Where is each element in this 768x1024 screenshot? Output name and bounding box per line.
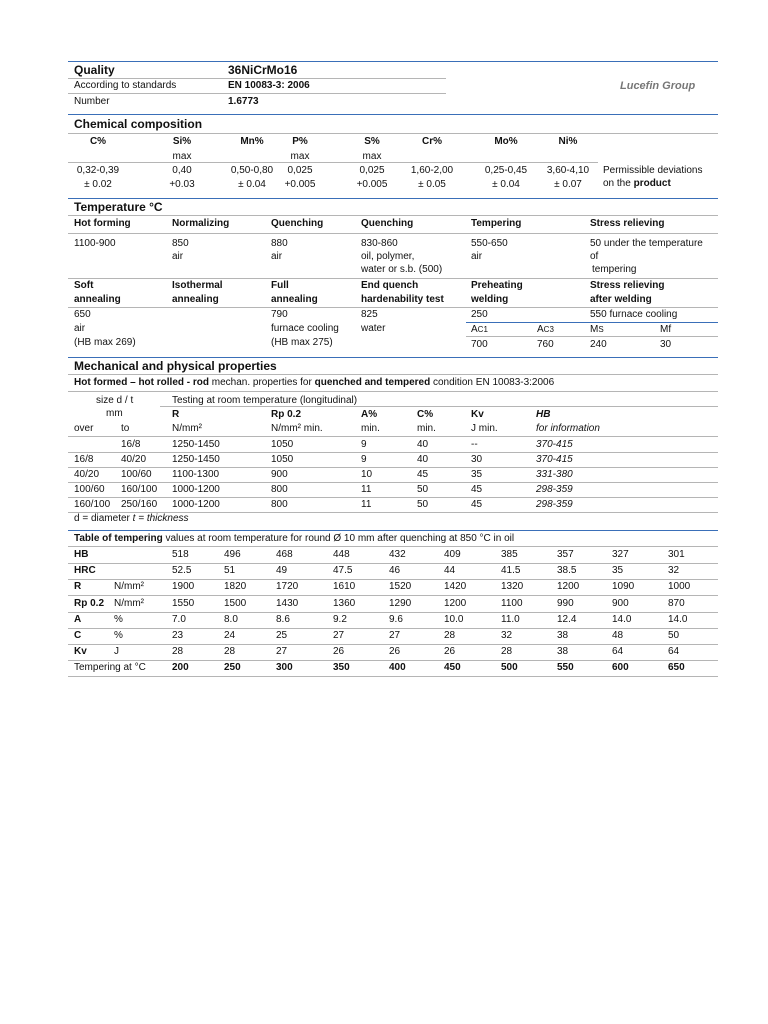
tempering-cell-3-4: 1290 [389, 598, 412, 609]
rule [68, 114, 718, 115]
quality-label: Quality [74, 63, 115, 77]
chem-deviation-1: +0.03 [169, 179, 195, 190]
tempering-cell-2-4: 1520 [389, 581, 412, 592]
chem-range-5: 1,60-2,00 [410, 165, 454, 176]
tempering-cell-3-8: 900 [612, 598, 629, 609]
tempering-cell-5-3: 27 [333, 630, 345, 641]
transform-subscript: S [598, 325, 604, 334]
mech-a-0: 9 [361, 439, 367, 450]
c-unit: min. [417, 423, 436, 434]
chem-element-3: P% [292, 136, 308, 147]
tempering-cell-4-1: 8.0 [224, 614, 238, 625]
quality-value: 36NiCrMo16 [228, 63, 298, 77]
quenching2-medium: oil, polymer, [361, 251, 415, 262]
a-unit: min. [361, 423, 380, 434]
chem-note-line1: Permissible deviations [603, 165, 703, 176]
chem-title: Chemical composition [74, 117, 203, 131]
c-header: C% [417, 409, 434, 420]
standards-value: EN 10083-3: 2006 [228, 80, 310, 91]
transform-value-1: 760 [537, 339, 554, 350]
mech-rp-0: 1050 [271, 439, 294, 450]
rule [68, 133, 718, 134]
transform-subscript: C1 [477, 325, 488, 334]
rule [68, 374, 718, 375]
rule [68, 579, 718, 580]
rule [68, 563, 718, 564]
r-unit: N/mm² [172, 423, 202, 434]
tempering-cell-0-8: 327 [612, 549, 629, 560]
mech-to-1: 40/20 [121, 454, 147, 465]
tempering-cell-4-0: 7.0 [172, 614, 186, 625]
kv-unit: J min. [471, 423, 498, 434]
normalizing-medium: air [172, 251, 184, 262]
mech-c-2: 45 [417, 469, 429, 480]
mech-a-3: 11 [361, 484, 372, 495]
chem-element-6: Mo% [494, 136, 518, 147]
footnote-diameter: d = diameter [74, 513, 133, 524]
tempering-cell-2-9: 1000 [668, 581, 691, 592]
end-quench-value: 825 [361, 309, 378, 320]
rule [68, 497, 718, 498]
tempering-cell-5-7: 38 [557, 630, 569, 641]
tempering-cell-6-1: 28 [224, 646, 236, 657]
tempering-cell-1-0: 52.5 [172, 565, 192, 576]
hb-unit: for information [536, 423, 600, 434]
tempering-cell-7-0: 200 [172, 662, 189, 673]
tempering-cell-5-9: 50 [668, 630, 680, 641]
tempering-cell-2-3: 1610 [333, 581, 356, 592]
end-quench-medium: water [361, 323, 386, 334]
full-annealing-hb: (HB max 275) [271, 337, 333, 348]
tempering-cell-6-0: 28 [172, 646, 184, 657]
quenching-value: 880 [271, 238, 288, 249]
tempering-cell-1-8: 35 [612, 565, 624, 576]
rule [68, 215, 718, 216]
tempering-cell-4-4: 9.6 [389, 614, 403, 625]
tempering-cell-0-5: 409 [444, 549, 461, 560]
chem-range-2: 0,50-0,80 [230, 165, 274, 176]
transform-point-2 [590, 324, 604, 336]
chem-element-0: C% [89, 136, 107, 147]
chem-element-5: Cr% [421, 136, 442, 147]
tempering-medium: air [471, 251, 483, 262]
mech-over-1: 16/8 [74, 454, 94, 465]
quenching-medium: air [271, 251, 283, 262]
rp-header: Rp 0.2 [271, 409, 302, 420]
rule [68, 628, 718, 629]
stress-weld-header: Stress relieving [590, 280, 665, 291]
size-label: size d / t [96, 395, 134, 406]
mech-r-2: 1100-1300 [172, 469, 220, 480]
tempering-cell-5-8: 48 [612, 630, 624, 641]
tempering-cell-6-9: 64 [668, 646, 680, 657]
mech-to-3: 160/100 [121, 484, 158, 495]
chem-deviation-0: ± 0.02 [84, 179, 112, 190]
rule [68, 546, 718, 547]
rule [68, 676, 718, 677]
tempering-cell-1-9: 32 [668, 565, 680, 576]
mech-subtitle-a: Hot formed – hot rolled - rod [74, 377, 209, 388]
mech-to-2: 100/60 [121, 469, 152, 480]
standards-label: According to standards [74, 80, 177, 91]
tempering-cell-2-1: 1820 [224, 581, 247, 592]
tempering-cell-3-1: 1500 [224, 598, 247, 609]
mech-rp-2: 900 [271, 469, 288, 480]
tempering-cell-1-4: 46 [389, 565, 401, 576]
transform-subscript: C3 [543, 325, 554, 334]
tempering-cell-4-5: 10.0 [444, 614, 464, 625]
chem-limit-4: max [362, 151, 382, 162]
chem-deviation-6: ± 0.04 [492, 179, 520, 190]
testing-label: Testing at room temperature (longitudinal) [172, 395, 358, 406]
r-header: R [172, 409, 180, 420]
chem-note-line2 [603, 178, 671, 190]
number-value: 1.6773 [228, 96, 259, 107]
tempering-row-unit-4: % [114, 614, 123, 625]
tempering-title-bold: Table of tempering [74, 533, 163, 544]
transform-value-2: 240 [590, 339, 607, 350]
transform-value-0: 700 [471, 339, 488, 350]
rule [68, 595, 718, 596]
hot-forming-header: Hot forming [74, 218, 131, 229]
mech-over-2: 40/20 [74, 469, 100, 480]
rule [68, 436, 718, 437]
mech-footnote [74, 513, 189, 525]
tempering-cell-2-7: 1200 [557, 581, 580, 592]
rule [68, 198, 718, 199]
mech-over-4: 160/100 [74, 499, 111, 510]
mech-a-2: 10 [361, 469, 373, 480]
chem-deviation-2: ± 0.04 [238, 179, 266, 190]
isothermal-header: Isothermal [172, 280, 223, 291]
tempering-cell-0-4: 432 [389, 549, 406, 560]
mech-kv-4: 45 [471, 499, 483, 510]
tempering-cell-6-5: 26 [444, 646, 456, 657]
mech-r-0: 1250-1450 [172, 439, 220, 450]
stress-weld-value: 550 furnace cooling [590, 309, 678, 320]
transform-value-3: 30 [660, 339, 672, 350]
brand-name: Lucefin Group [620, 80, 696, 92]
tempering-cell-6-7: 38 [557, 646, 569, 657]
end-quench-header: End quench [361, 280, 419, 291]
mech-a-4: 11 [361, 499, 372, 510]
number-label: Number [74, 96, 110, 107]
full-annealing-header: Full [271, 280, 289, 291]
tempering-cell-0-6: 385 [501, 549, 518, 560]
hb-header: HB [536, 409, 551, 420]
stress-relieving-header: Stress relieving [590, 218, 665, 229]
tempering-cell-7-7: 550 [557, 662, 574, 673]
mm-label: mm [106, 408, 123, 419]
tempering-cell-3-7: 990 [557, 598, 574, 609]
tempering-cell-1-3: 47.5 [333, 565, 353, 576]
chem-range-6: 0,25-0,45 [484, 165, 528, 176]
tempering-cell-3-3: 1360 [333, 598, 356, 609]
tempering-table-title [74, 533, 514, 545]
mech-kv-0: -- [471, 439, 478, 450]
tempering-row-label-4: A [74, 614, 82, 625]
tempering-cell-0-9: 301 [668, 549, 685, 560]
tempering-cell-3-0: 1550 [172, 598, 195, 609]
a-header: A% [361, 409, 378, 420]
rule [466, 336, 718, 337]
preheating-header: Preheating [471, 280, 523, 291]
rule [68, 452, 718, 453]
tempering-cell-1-1: 51 [224, 565, 236, 576]
rule [68, 644, 718, 645]
tempering-cell-7-3: 350 [333, 662, 350, 673]
tempering-row-label-5: C [74, 630, 82, 641]
soft-annealing-header2: annealing [74, 294, 121, 305]
mech-rp-1: 1050 [271, 454, 294, 465]
chem-element-2: Mn% [240, 136, 264, 147]
mech-subtitle-c: quenched and tempered [314, 377, 431, 388]
quenching2-value: 830-860 [361, 238, 398, 249]
tempering-row-label-2: R [74, 581, 82, 592]
rule [68, 482, 718, 483]
transform-point-1 [537, 324, 554, 336]
mech-r-3: 1000-1200 [172, 484, 220, 495]
tempering-title-rest: values at room temperature for round Ø 10 mm after quenching at 850 °C in oil [162, 533, 515, 544]
quenching2-medium2: water or s.b. (500) [361, 264, 443, 275]
chem-range-7: 3,60-4,10 [546, 165, 590, 176]
tempering-cell-5-6: 32 [501, 630, 513, 641]
rule [68, 357, 718, 358]
rule [68, 612, 718, 613]
tempering-cell-2-5: 1420 [444, 581, 467, 592]
rule [68, 307, 718, 308]
transform-symbol: Mf [660, 324, 672, 335]
tempering-cell-6-2: 27 [276, 646, 288, 657]
tempering-row-label-7: Tempering at °C [74, 662, 146, 673]
chem-deviation-4: +0.005 [356, 179, 388, 190]
tempering-cell-1-6: 41.5 [501, 565, 521, 576]
tempering-cell-2-0: 1900 [172, 581, 195, 592]
chem-note-bold: product [633, 178, 671, 189]
temp-title: Temperature °C [74, 200, 163, 214]
tempering-cell-7-8: 600 [612, 662, 629, 673]
stress-relieving-value2: of [590, 251, 599, 262]
chem-element-1: Si% [172, 136, 192, 147]
kv-header: Kv [471, 409, 484, 420]
tempering-cell-4-9: 14.0 [668, 614, 688, 625]
chem-range-3: 0,025 [287, 165, 313, 176]
tempering-cell-2-2: 1720 [276, 581, 299, 592]
tempering-cell-2-6: 1320 [501, 581, 524, 592]
tempering-header: Tempering [471, 218, 522, 229]
footnote-thickness: t = thickness [132, 513, 189, 524]
tempering-cell-3-6: 1100 [501, 598, 523, 609]
mech-hb-0: 370-415 [536, 439, 573, 450]
mech-to-0: 16/8 [121, 439, 141, 450]
chem-deviation-7: ± 0.07 [554, 179, 582, 190]
tempering-cell-7-6: 500 [501, 662, 518, 673]
chem-note-text: on the [603, 178, 634, 189]
stress-weld-header2: after welding [590, 294, 652, 305]
tempering-cell-4-8: 14.0 [612, 614, 632, 625]
mech-hb-1: 370-415 [536, 454, 573, 465]
tempering-cell-7-1: 250 [224, 662, 241, 673]
tempering-row-unit-3: N/mm² [114, 598, 144, 609]
rule [68, 530, 718, 531]
preheating-value: 250 [471, 309, 488, 320]
chem-range-0: 0,32-0,39 [76, 165, 120, 176]
full-annealing-value: 790 [271, 309, 288, 320]
mech-subtitle [74, 377, 554, 389]
tempering-cell-5-5: 28 [444, 630, 456, 641]
tempering-cell-6-3: 26 [333, 646, 345, 657]
rule [160, 406, 718, 407]
tempering-row-unit-6: J [114, 646, 119, 657]
rule [68, 391, 718, 392]
tempering-row-label-6: Kv [74, 646, 87, 657]
chem-limit-3: max [290, 151, 310, 162]
chem-element-4: S% [364, 136, 380, 147]
mech-rp-4: 800 [271, 499, 288, 510]
chem-limit-1: max [172, 151, 192, 162]
tempering-cell-0-7: 357 [557, 549, 574, 560]
transform-point-3 [660, 324, 671, 336]
tempering-cell-3-2: 1430 [276, 598, 299, 609]
tempering-row-label-0: HB [74, 549, 89, 560]
tempering-cell-4-2: 8.6 [276, 614, 290, 625]
tempering-row-label-3: Rp 0.2 [74, 598, 105, 609]
transform-symbol: A [537, 324, 544, 335]
chem-deviation-3: +0.005 [284, 179, 316, 190]
full-annealing-header2: annealing [271, 294, 318, 305]
tempering-row-unit-5: % [114, 630, 123, 641]
rule [68, 78, 446, 79]
tempering-cell-3-5: 1200 [444, 598, 467, 609]
preheating-header2: welding [471, 294, 509, 305]
tempering-row-unit-2: N/mm² [114, 581, 144, 592]
normalizing-value: 850 [172, 238, 189, 249]
tempering-cell-7-9: 650 [668, 662, 685, 673]
normalizing-header: Normalizing [172, 218, 230, 229]
mech-r-4: 1000-1200 [172, 499, 220, 510]
tempering-cell-5-2: 25 [276, 630, 288, 641]
soft-annealing-header: Soft [74, 280, 94, 291]
tempering-cell-5-1: 24 [224, 630, 236, 641]
tempering-cell-4-3: 9.2 [333, 614, 347, 625]
mech-rp-3: 800 [271, 484, 288, 495]
chem-range-1: 0,40 [172, 165, 192, 176]
tempering-cell-5-4: 27 [389, 630, 401, 641]
tempering-cell-7-2: 300 [276, 662, 293, 673]
tempering-row-label-1: HRC [74, 565, 96, 576]
quenching-header: Quenching [271, 218, 324, 229]
stress-relieving-value: 50 under the temperature [590, 238, 703, 249]
hot-forming-value: 1100-900 [74, 238, 116, 249]
tempering-cell-6-4: 26 [389, 646, 401, 657]
tempering-value: 550-650 [471, 238, 508, 249]
tempering-cell-6-8: 64 [612, 646, 624, 657]
rule [68, 61, 718, 62]
tempering-cell-1-2: 49 [276, 565, 288, 576]
soft-annealing-medium: air [74, 323, 86, 334]
soft-annealing-hb: (HB max 269) [74, 337, 136, 348]
soft-annealing-value: 650 [74, 309, 91, 320]
mech-title: Mechanical and physical properties [74, 359, 277, 373]
transform-symbol: M [590, 324, 599, 335]
mech-over-3: 100/60 [74, 484, 105, 495]
rule [68, 162, 598, 163]
mech-c-3: 50 [417, 484, 429, 495]
rule [68, 233, 718, 234]
tempering-cell-4-6: 11.0 [501, 614, 520, 625]
mech-hb-4: 298-359 [536, 499, 573, 510]
tempering-cell-2-8: 1090 [612, 581, 635, 592]
end-quench-header2: hardenability test [361, 294, 444, 305]
mech-r-1: 1250-1450 [172, 454, 220, 465]
mech-subtitle-d: condition EN 10083-3:2006 [430, 377, 555, 388]
tempering-cell-1-7: 38.5 [557, 565, 577, 576]
rule [68, 278, 718, 279]
stress-relieving-value3: tempering [592, 264, 637, 275]
mech-c-0: 40 [417, 439, 429, 450]
mech-kv-2: 35 [471, 469, 483, 480]
mech-hb-3: 298-359 [536, 484, 573, 495]
rule [68, 93, 446, 94]
mech-c-1: 40 [417, 454, 429, 465]
tempering-cell-7-5: 450 [444, 662, 461, 673]
rule [466, 322, 718, 323]
tempering-cell-0-3: 448 [333, 549, 350, 560]
isothermal-header2: annealing [172, 294, 219, 305]
tempering-cell-5-0: 23 [172, 630, 184, 641]
mech-kv-1: 30 [471, 454, 483, 465]
mech-to-4: 250/160 [121, 499, 158, 510]
quenching2-header: Quenching [361, 218, 414, 229]
rule [68, 467, 718, 468]
tempering-cell-1-5: 44 [444, 565, 456, 576]
over-label: over [74, 423, 94, 434]
mech-hb-2: 331-380 [536, 469, 573, 480]
mech-c-4: 50 [417, 499, 429, 510]
tempering-cell-0-0: 518 [172, 549, 189, 560]
tempering-cell-6-6: 28 [501, 646, 513, 657]
chem-range-4: 0,025 [359, 165, 385, 176]
mech-subtitle-b: mechan. properties for [209, 377, 315, 388]
full-annealing-medium: furnace cooling [271, 323, 339, 334]
mech-kv-3: 45 [471, 484, 483, 495]
to-label: to [121, 423, 130, 434]
tempering-cell-3-9: 870 [668, 598, 685, 609]
transform-symbol: A [471, 324, 478, 335]
mech-a-1: 9 [361, 454, 367, 465]
rp-unit: N/mm² min. [271, 423, 323, 434]
chem-element-7: Ni% [558, 136, 578, 147]
chem-deviation-5: ± 0.05 [418, 179, 446, 190]
tempering-cell-4-7: 12.4 [557, 614, 577, 625]
tempering-cell-0-2: 468 [276, 549, 293, 560]
tempering-cell-7-4: 400 [389, 662, 406, 673]
tempering-cell-0-1: 496 [224, 549, 241, 560]
rule [68, 660, 718, 661]
transform-point-0 [471, 324, 488, 336]
